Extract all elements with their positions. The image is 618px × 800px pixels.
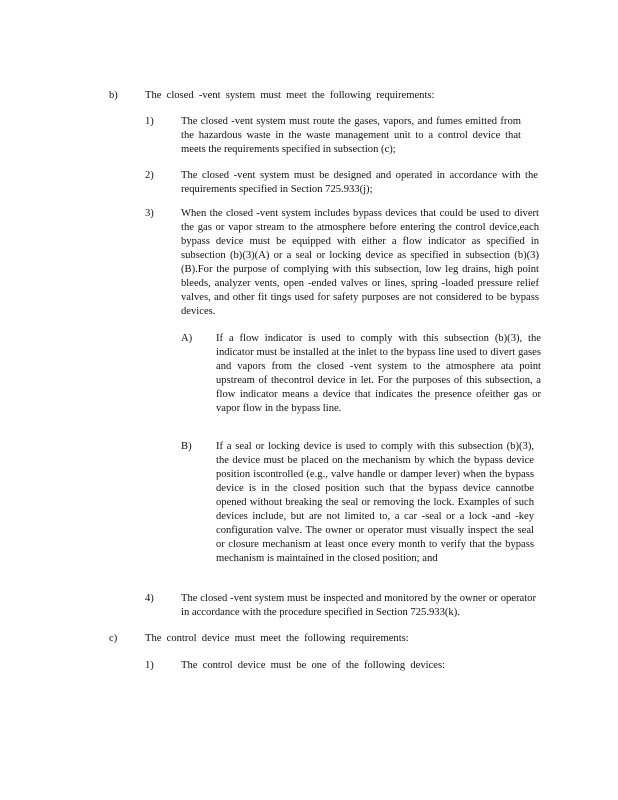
item-text: The closed -vent system must be designed and operated in accordance with the requirements specified in Section 725.933(j); — [181, 170, 538, 195]
item-text: If a flow indicator is used to comply with this subsection (b)(3), the indicator must be installed at the inlet to the bypass line used to divert gases and vapors from the closed -vent system to the atmosphere ata point upstream of thecontrol device in let. For the purposes of this subsection, a flow indicator means a device that indicates the presence ofeither gas or vapor flow in the bypass line. — [216, 333, 541, 414]
item-text: The control device must meet the following requirements: — [145, 633, 409, 644]
item-text: The closed -vent system must route the gases, vapors, and fumes emitted from the hazardous waste in the waste management unit to a control device that meets the requirements specified in subsection (c); — [181, 116, 521, 155]
item-text: The control device must be one of the following devices: — [181, 660, 446, 671]
item-label: 2) — [145, 170, 154, 181]
item-label: b) — [109, 90, 118, 101]
item-label: 4) — [145, 593, 154, 604]
item-text: The closed -vent system must be inspected and monitored by the owner or operator in accordance with the procedure specified in Section 725.933(k). — [181, 593, 536, 618]
item-label: 3) — [145, 208, 154, 219]
item-label: B) — [181, 441, 192, 452]
item-label: A) — [181, 333, 193, 344]
item-text: If a seal or locking device is used to comply with this subsection (b)(3), the device must be placed on the mechanism by which the bypass device position iscontrolled (e.g., valve handle or damper lever) when the bypass device is in the closed position such that the bypass device cannotbe opened without breaking the seal or removing the lock. Examples of such devices include, but are not limited to, a car -seal or a lock -and -key configuration valve. The owner or operator must visually inspect the seal or closure mechanism at least once every month to verify that the bypass mechanism is maintained in the closed position; and — [216, 441, 534, 564]
item-label: c) — [109, 633, 118, 644]
item-text: The closed -vent system must meet the following requirements: — [145, 90, 435, 101]
item-label: 1) — [145, 116, 154, 127]
item-label: 1) — [145, 660, 154, 671]
item-text: When the closed -vent system includes bypass devices that could be used to divert the gas or vapor stream to the atmosphere before entering the control device,each bypass device must be equipped with either a flow indicator as specified in subsection (b)(3)(A) or a seal or locking device as specified in subsection (b)(3)(B).For the purpose of complying with this subsection, low leg drains, high point bleeds, analyzer vents, open -ended valves or lines, spring -loaded pressure relief valves, and other fit tings used for safety purposes are not considered to be bypass devices. — [181, 208, 539, 317]
